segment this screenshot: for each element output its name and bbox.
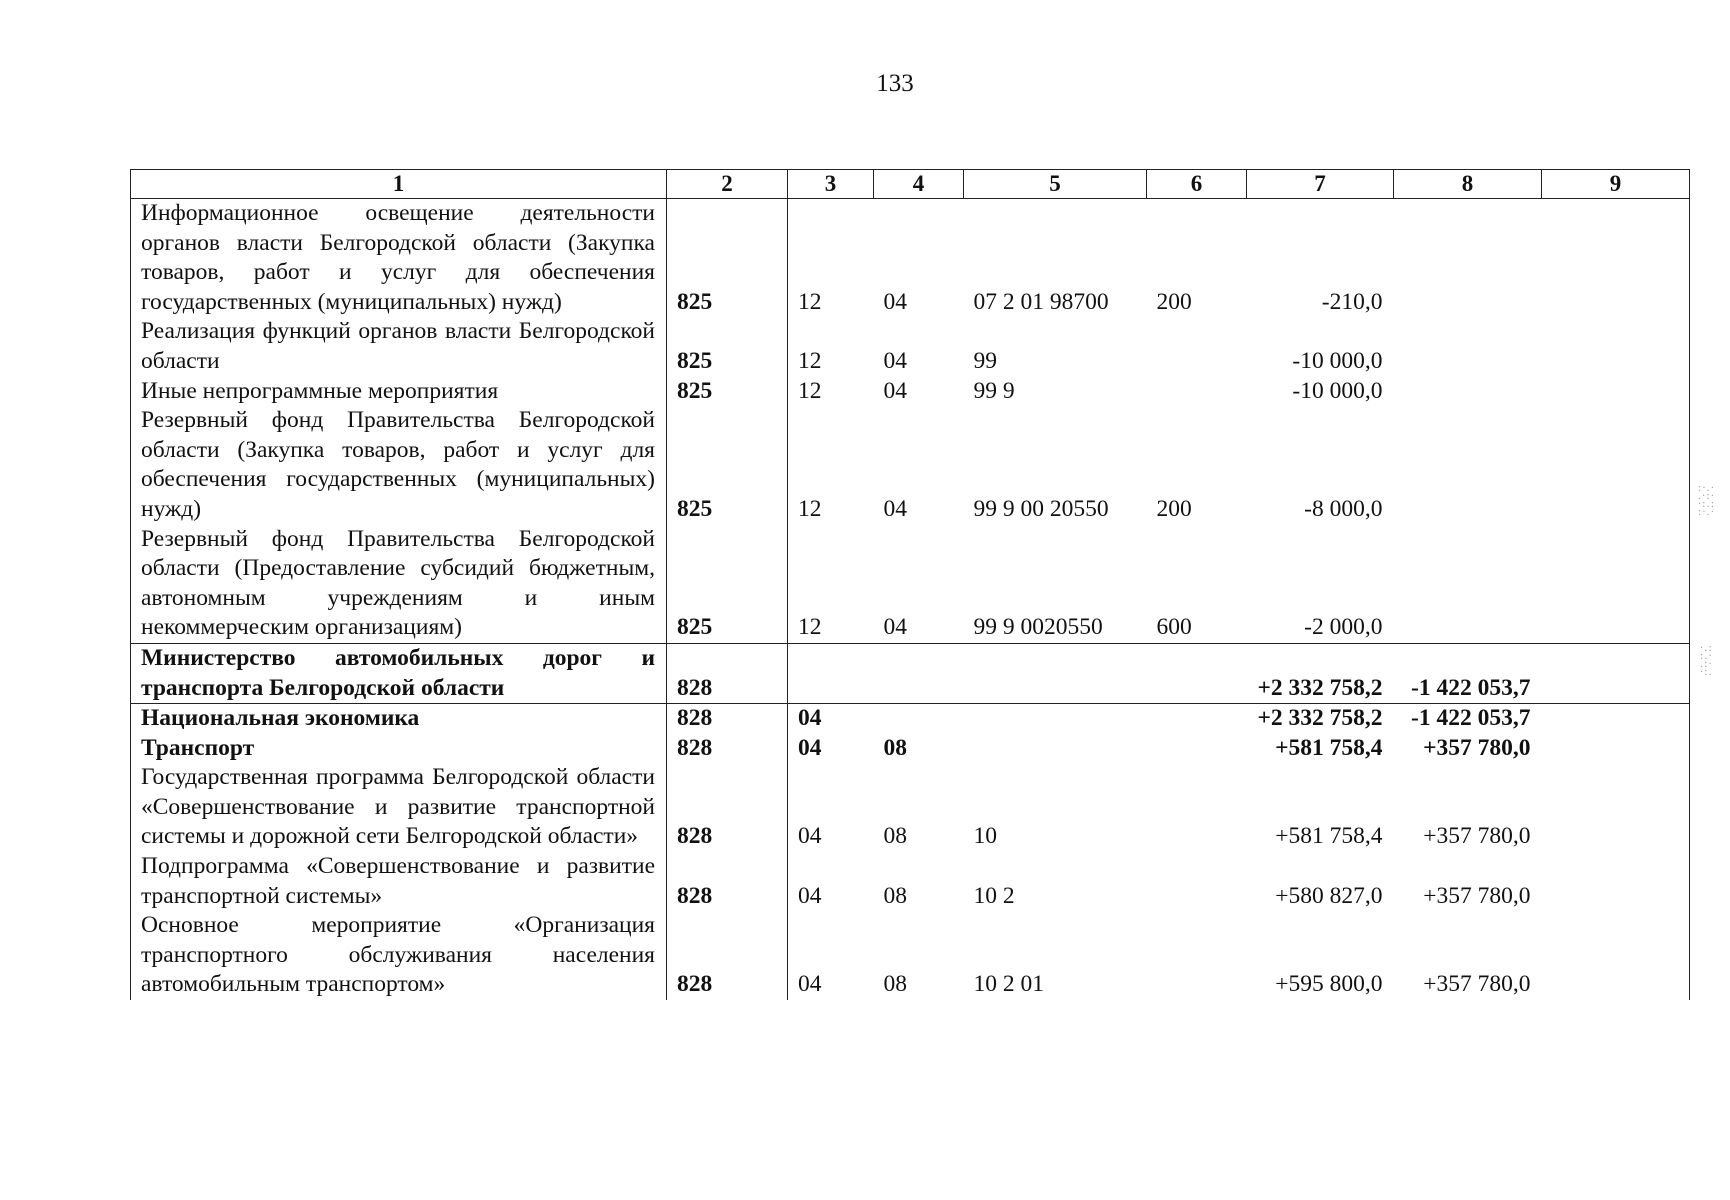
section-code: 04 <box>788 734 874 764</box>
amount-3 <box>1542 911 1690 1000</box>
expense-type-code <box>1147 911 1247 1000</box>
subsection-code: 08 <box>883 882 907 909</box>
amount-3 <box>1542 734 1690 764</box>
expense-type-code <box>1147 734 1247 764</box>
amount-3 <box>1542 763 1690 852</box>
amount-1: +2 332 758,2 <box>1247 643 1394 703</box>
subsection-code: 04 <box>883 614 907 641</box>
target-code: 99 9 0020550 <box>973 614 1103 641</box>
table-row <box>131 763 1690 852</box>
section-code: 12 <box>788 317 874 376</box>
amount-2: +357 780,0 <box>1423 882 1531 909</box>
subsection-code <box>874 643 964 703</box>
expense-type-code <box>1147 377 1247 407</box>
amount-3 <box>1542 199 1690 318</box>
amount-2: +357 780,0 <box>1423 823 1531 850</box>
target-code: 07 2 01 98700 <box>973 288 1109 315</box>
section-code: 04 <box>788 852 874 911</box>
admin-code: 825 <box>667 377 788 407</box>
amount-3 <box>1542 704 1690 734</box>
amount-2 <box>1394 377 1542 407</box>
amount-2 <box>1394 406 1542 524</box>
section-code: 04 <box>788 704 874 734</box>
table-row <box>131 525 1690 644</box>
column-header: 4 <box>874 170 964 199</box>
section-code: 12 <box>788 406 874 524</box>
expense-type-code <box>1147 763 1247 852</box>
amount-1: +2 332 758,2 <box>1247 704 1394 734</box>
subsection-code: 04 <box>883 288 907 315</box>
amount-3 <box>1542 643 1690 703</box>
subsection-code: 08 <box>883 823 907 850</box>
amount-1: -210,0 <box>1321 288 1383 315</box>
amount-1: -10 000,0 <box>1292 377 1383 404</box>
section-code: 12 <box>788 525 874 644</box>
row-name: Национальная экономика <box>131 704 667 734</box>
page-number: 133 <box>876 70 914 97</box>
admin-code: 828 <box>667 734 788 764</box>
amount-2: -1 422 053,7 <box>1394 704 1542 734</box>
section-code <box>788 643 874 703</box>
amount-2 <box>1394 525 1542 644</box>
column-header: 1 <box>131 170 667 199</box>
table-row <box>131 852 1690 911</box>
column-header: 3 <box>788 170 874 199</box>
row-name: Транспорт <box>131 734 667 764</box>
amount-1: -2 000,0 <box>1304 614 1383 641</box>
target-code <box>964 704 1147 734</box>
amount-2: -1 422 053,7 <box>1394 643 1542 703</box>
amount-1: -8 000,0 <box>1304 495 1383 522</box>
expense-type-code: 200 <box>1156 495 1192 522</box>
expense-type-code <box>1147 643 1247 703</box>
table-row <box>131 377 1690 407</box>
table-row <box>131 911 1690 1000</box>
subsection-code: 08 <box>883 971 907 998</box>
subsection-code: 04 <box>883 495 907 522</box>
admin-code: 828 <box>667 911 788 1000</box>
target-code: 99 9 00 20550 <box>973 495 1109 522</box>
table-row <box>131 406 1690 524</box>
row-name: Информационное освещение деятельности органов власти Белгородской области (Закупка товаров, работ и услуг для обеспечения государственных (муниципальных) нужд) <box>131 199 667 318</box>
expense-type-code: 200 <box>1156 288 1192 315</box>
amount-3 <box>1542 377 1690 407</box>
amount-1: +580 827,0 <box>1275 882 1383 909</box>
row-name: Государственная программа Белгородской области «Совершенствование и развитие транспортной системы и дорожной сети Белгородской области» <box>131 763 667 852</box>
admin-code: 828 <box>667 704 788 734</box>
scan-artifact: ·.: :.· .:· ·:. <box>1700 643 1713 678</box>
section-code: 04 <box>788 911 874 1000</box>
header-row <box>131 170 1690 199</box>
target-code: 99 9 <box>973 377 1015 404</box>
admin-code: 828 <box>667 763 788 852</box>
amount-2 <box>1394 199 1542 318</box>
target-code: 10 2 01 <box>973 971 1044 998</box>
target-code: 10 <box>973 823 997 850</box>
amount-1: +595 800,0 <box>1275 971 1383 998</box>
amount-1: +581 758,4 <box>1275 823 1383 850</box>
amount-2: +357 780,0 <box>1423 971 1531 998</box>
column-header: 7 <box>1247 170 1394 199</box>
target-code <box>964 643 1147 703</box>
expense-type-code <box>1147 852 1247 911</box>
budget-table <box>130 169 1690 1000</box>
amount-2 <box>1394 317 1542 376</box>
row-name: Подпрограмма «Совершенствование и развитие транспортной системы» <box>131 852 667 911</box>
table-row <box>131 199 1690 318</box>
column-header: 9 <box>1542 170 1690 199</box>
row-name: Основное мероприятие «Организация транспортного обслуживания населения автомобильным транспортом» <box>131 911 667 1000</box>
admin-code: 825 <box>667 317 788 376</box>
scan-artifact: :·.· .·:· ·:.: :·.· <box>1698 483 1716 518</box>
amount-3 <box>1542 525 1690 644</box>
expense-type-code <box>1147 704 1247 734</box>
column-header: 2 <box>667 170 788 199</box>
expense-type-code: 600 <box>1156 614 1192 641</box>
admin-code: 828 <box>667 643 788 703</box>
column-header: 6 <box>1147 170 1247 199</box>
admin-code: 825 <box>667 199 788 318</box>
admin-code: 825 <box>667 406 788 524</box>
table-row <box>131 643 1690 703</box>
row-name: Резервный фонд Правительства Белгородской области (Закупка товаров, работ и услуг для обеспечения государственных (муниципальных) нужд) <box>131 406 667 524</box>
subsection-code: 04 <box>883 377 907 404</box>
section-code: 04 <box>788 763 874 852</box>
column-header: 5 <box>964 170 1147 199</box>
table-row <box>131 317 1690 376</box>
column-header: 8 <box>1394 170 1542 199</box>
row-name: Министерство автомобильных дорог и транспорта Белгородской области <box>131 643 667 703</box>
target-code: 99 <box>973 347 997 374</box>
target-code <box>964 734 1147 764</box>
section-code: 12 <box>788 377 874 407</box>
row-name: Резервный фонд Правительства Белгородской области (Предоставление субсидий бюджетным, автономным учреждениям и иным некоммерческим организациям) <box>131 525 667 644</box>
amount-3 <box>1542 852 1690 911</box>
amount-3 <box>1542 317 1690 376</box>
subsection-code: 08 <box>883 734 907 761</box>
expense-type-code <box>1147 317 1247 376</box>
admin-code: 828 <box>667 852 788 911</box>
row-name: Реализация функций органов власти Белгородской области <box>131 317 667 376</box>
table-body <box>131 199 1690 1001</box>
admin-code: 825 <box>667 525 788 644</box>
amount-2: +357 780,0 <box>1423 734 1531 761</box>
subsection-code <box>874 704 964 734</box>
target-code: 10 2 <box>973 882 1015 909</box>
row-name: Иные непрограммные мероприятия <box>131 377 667 407</box>
table-row <box>131 734 1690 764</box>
amount-1: -10 000,0 <box>1292 347 1383 374</box>
amount-3 <box>1542 406 1690 524</box>
table-row <box>131 704 1690 734</box>
section-code: 12 <box>788 199 874 318</box>
amount-1: +581 758,4 <box>1275 734 1383 761</box>
subsection-code: 04 <box>883 347 907 374</box>
